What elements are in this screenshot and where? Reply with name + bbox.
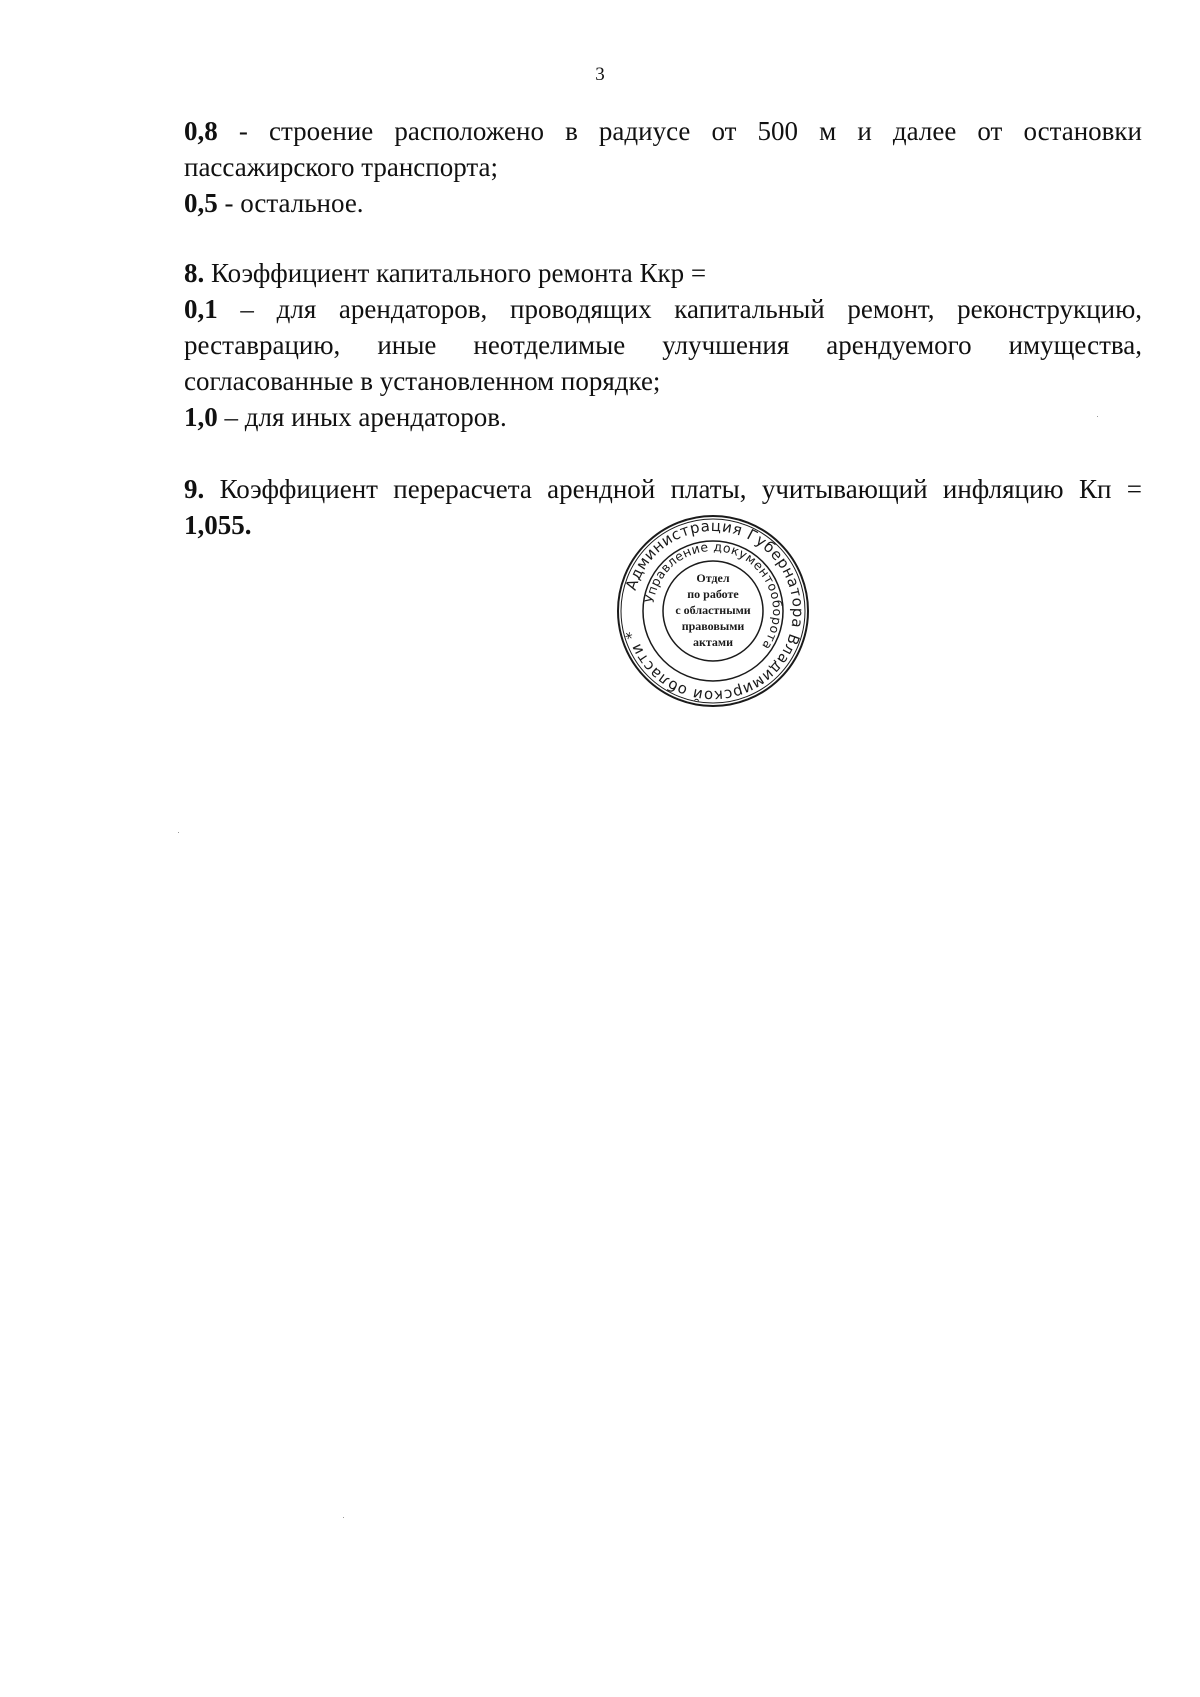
section-text: Коэффициент перерасчета арендной платы, учитывающий инфляцию Кп =	[204, 474, 1142, 504]
coef-description: - остальное.	[217, 188, 364, 218]
coef-value: 1,0	[184, 402, 218, 432]
seal-center-line: с областными	[675, 603, 751, 617]
seal-graphic	[615, 513, 811, 709]
coef-0-5-line	[184, 185, 1142, 221]
section-number: 9.	[184, 474, 205, 504]
official-seal	[615, 513, 811, 709]
seal-center-line: правовыми	[681, 619, 745, 633]
section-8-heading	[184, 255, 1142, 291]
coef-value: 1,055.	[184, 510, 252, 540]
coef-description: - строение расположено в радиусе от 500 м и далее от остановки пассажирского транспорта;	[184, 116, 1142, 182]
seal-center-line: по работе	[687, 587, 739, 601]
coef-description: – для иных арендаторов.	[217, 402, 507, 432]
section-number: 8.	[184, 258, 205, 288]
seal-outer-text: Администрация Губернатора Владимирской области *	[621, 516, 808, 706]
scan-speck	[178, 832, 179, 833]
coef-description: – для арендаторов, проводящих капитальный ремонт, реконструкцию, реставрацию, иные неотделимые улучшения арендуемого имущества, согласованные в установленном порядке;	[184, 294, 1142, 396]
seal-inner-text: Управление документооборота	[641, 538, 786, 653]
page-number: 3	[595, 64, 605, 85]
coef-1-0-line	[184, 399, 1142, 435]
coef-value: 0,5	[184, 188, 218, 218]
document-body	[184, 113, 1142, 543]
section-title: Коэффициент капитального ремонта Ккр =	[204, 258, 707, 288]
seal-center-line: актами	[692, 635, 734, 649]
scan-speck	[343, 1517, 344, 1518]
coef-value: 0,8	[184, 116, 218, 146]
seal-center-line: Отдел	[696, 571, 730, 585]
coef-value: 0,1	[184, 294, 218, 324]
coef-0-1-line	[184, 291, 1142, 399]
coef-0-8-line	[184, 113, 1142, 185]
scan-speck	[1097, 416, 1098, 417]
